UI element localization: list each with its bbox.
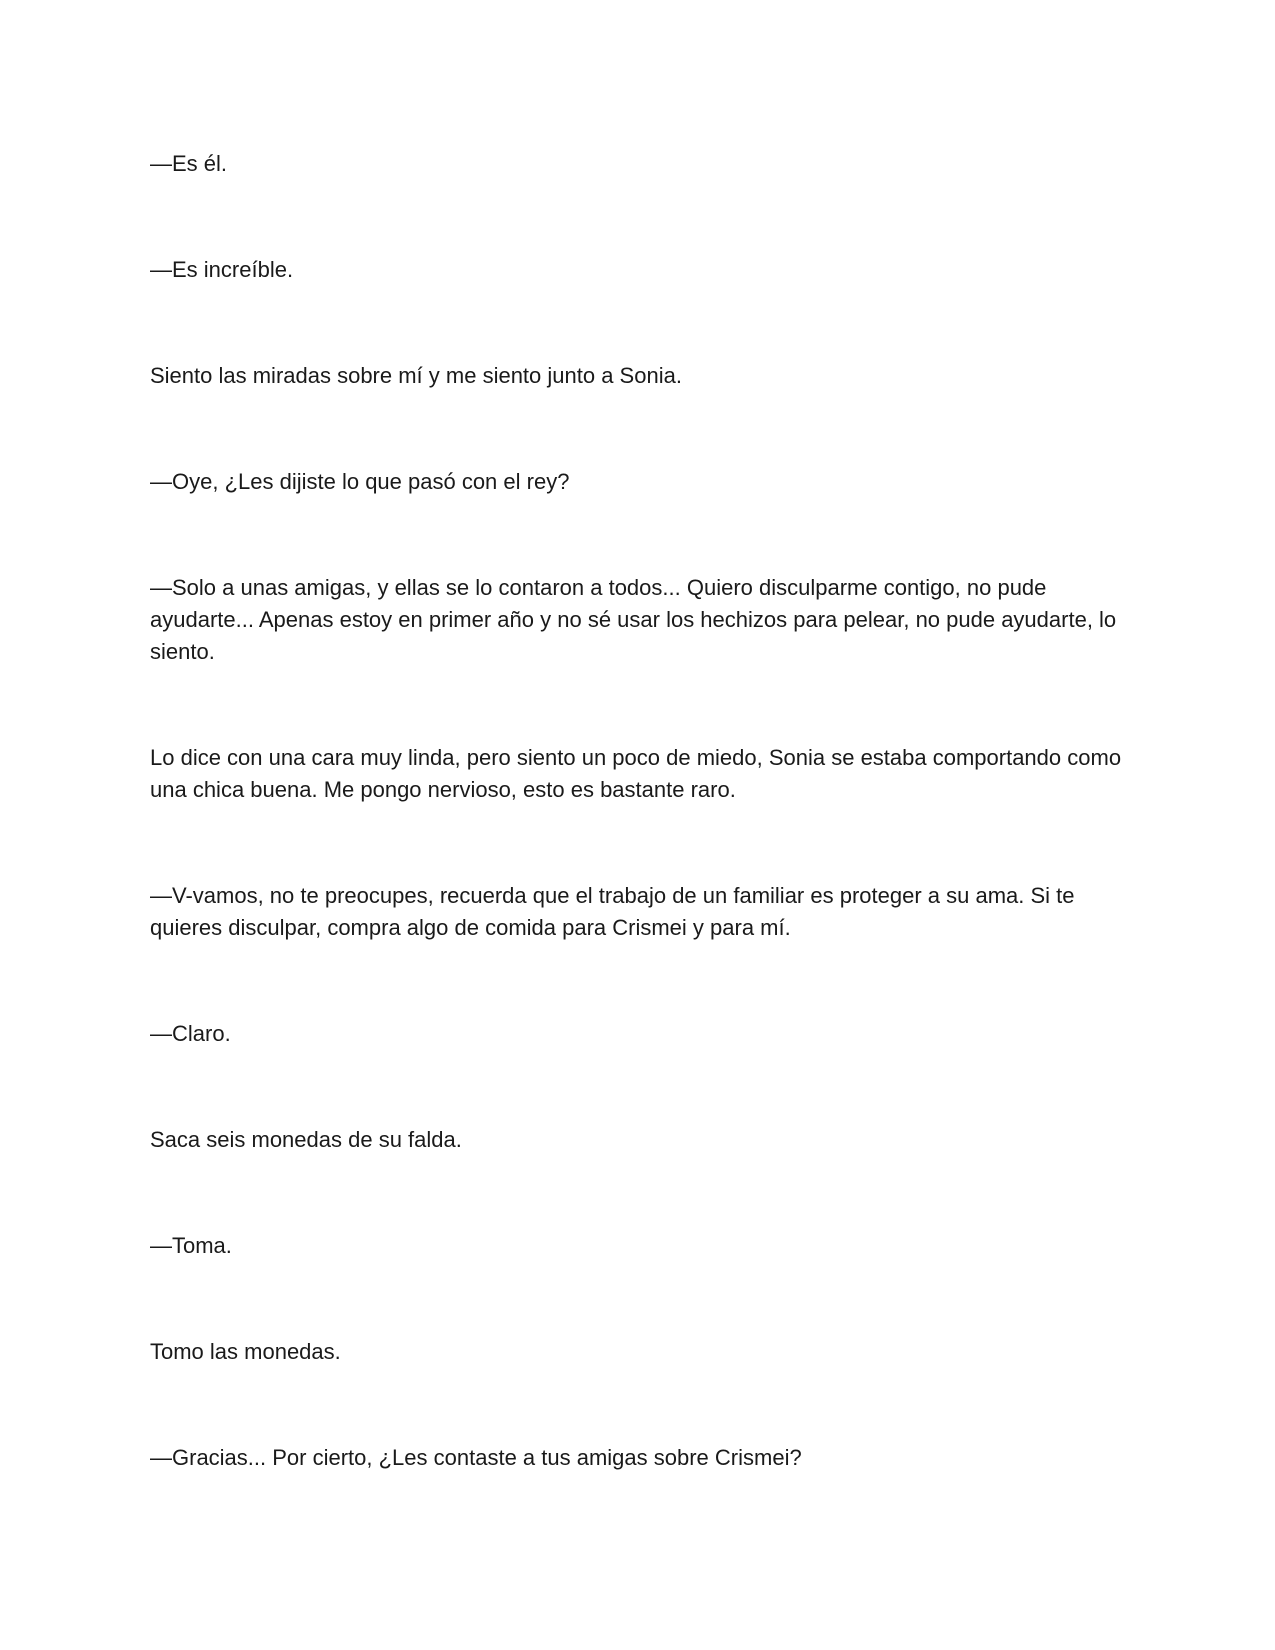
- paragraph: —Claro.: [150, 1021, 231, 1046]
- paragraph: —Solo a unas amigas, y ellas se lo contaron a todos... Quiero disculparme contigo, no pude ayudarte... Apenas estoy en primer año y no sé usar los hechizos para pelear, no pude ayudarte, lo siento.: [150, 575, 1117, 664]
- paragraph: —Gracias... Por cierto, ¿Les contaste a tus amigas sobre Crismei?: [150, 1445, 802, 1470]
- paragraph: —Oye, ¿Les dijiste lo que pasó con el rey?: [150, 469, 570, 494]
- paragraph: Siento las miradas sobre mí y me siento junto a Sonia.: [150, 363, 682, 388]
- paragraph: Saca seis monedas de su falda.: [150, 1127, 462, 1152]
- paragraph: Lo dice con una cara muy linda, pero siento un poco de miedo, Sonia se estaba comportando como una chica buena. Me pongo nervioso, esto es bastante raro.: [150, 745, 1122, 802]
- paragraph: —Es increíble.: [150, 257, 294, 282]
- paragraph: —Es él.: [150, 151, 228, 176]
- paragraph: —V-vamos, no te preocupes, recuerda que el trabajo de un familiar es proteger a su ama. Si te quieres disculpar, compra algo de comida para Crismei y para mí.: [150, 883, 1075, 940]
- paragraph: Tomo las monedas.: [150, 1339, 341, 1364]
- paragraph: —Toma.: [150, 1233, 232, 1258]
